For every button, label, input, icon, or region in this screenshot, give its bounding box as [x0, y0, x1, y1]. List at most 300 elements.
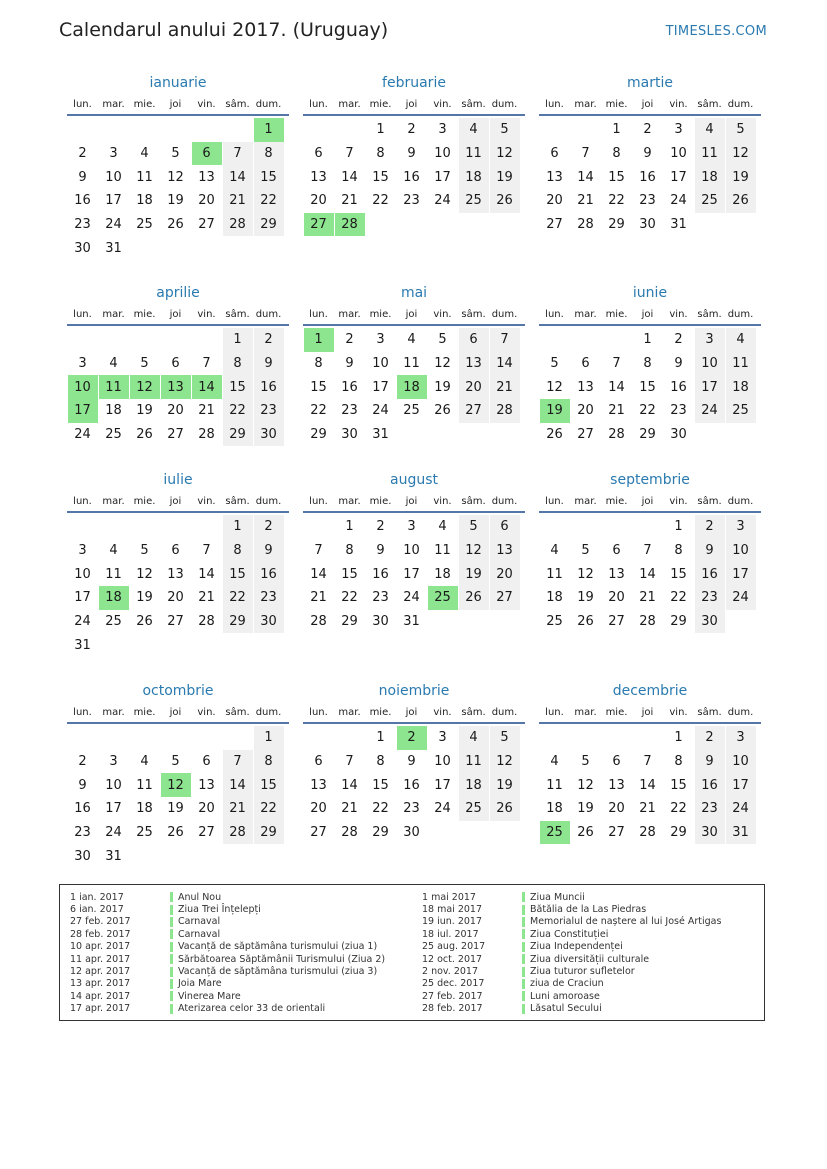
empty-cell: [192, 328, 222, 352]
day-cell: 4: [407, 332, 416, 348]
day-cell: 6: [490, 515, 520, 539]
day-cell: 21: [310, 590, 327, 606]
day-cell: 11: [434, 543, 451, 559]
day-grid: [303, 328, 525, 446]
day-cell: 20: [167, 403, 184, 419]
weekday-label: mie.: [133, 495, 156, 507]
month-martie: [539, 72, 761, 236]
holiday-day-cell: 12: [130, 375, 160, 399]
empty-cell: [571, 726, 601, 750]
day-cell: 4: [109, 543, 118, 559]
weekday-label: dum.: [727, 706, 754, 718]
day-cell: 22: [670, 801, 687, 817]
weekday-label: mar.: [102, 98, 125, 110]
day-cell: 26: [726, 189, 756, 213]
weekday-label: mie.: [605, 308, 628, 320]
empty-cell: [571, 118, 601, 142]
weekday-label: dum.: [255, 706, 282, 718]
day-cell: 4: [695, 118, 725, 142]
month-iunie: [539, 282, 761, 446]
empty-cell: [571, 515, 601, 539]
day-cell: 27: [608, 614, 625, 630]
day-cell: 16: [695, 773, 725, 797]
weekday-label: dum.: [491, 98, 518, 110]
holiday-day-cell: 1: [254, 118, 284, 142]
day-cell: 16: [254, 375, 284, 399]
weekday-label: dum.: [491, 706, 518, 718]
month-name: decembrie: [612, 683, 688, 699]
day-cell: 5: [171, 146, 180, 162]
day-cell: 19: [167, 801, 184, 817]
day-cell: 12: [167, 169, 184, 185]
day-cell: 19: [726, 165, 756, 189]
day-cell: 3: [726, 726, 756, 750]
holiday-day-cell: 19: [540, 399, 570, 423]
legend-date: 10 apr. 2017: [70, 941, 131, 953]
day-cell: 6: [202, 754, 211, 770]
day-cell: 3: [438, 730, 447, 746]
weekday-label: mie.: [369, 495, 392, 507]
weekday-label: dum.: [727, 308, 754, 320]
weekday-label: joi: [405, 495, 418, 507]
month-name: ianuarie: [149, 75, 207, 91]
weekday-label: sâm.: [461, 98, 486, 110]
day-cell: 20: [310, 193, 327, 209]
holiday-day-cell: 13: [161, 375, 191, 399]
empty-cell: [223, 118, 253, 142]
day-cell: 19: [434, 379, 451, 395]
day-cell: 23: [403, 193, 420, 209]
weekday-header: [539, 491, 761, 513]
day-cell: 22: [223, 586, 253, 610]
empty-cell: [192, 118, 222, 142]
day-cell: 26: [167, 217, 184, 233]
weekday-label: dum.: [727, 495, 754, 507]
legend-row: [422, 990, 721, 1002]
day-cell: 9: [254, 539, 284, 563]
day-cell: 17: [105, 193, 122, 209]
day-cell: 10: [726, 750, 756, 774]
day-cell: 9: [695, 539, 725, 563]
legend-color-bar: [170, 942, 173, 952]
day-cell: 4: [109, 356, 118, 372]
day-grid: [539, 515, 761, 633]
weekday-label: vin.: [669, 308, 688, 320]
day-cell: 24: [434, 801, 451, 817]
weekday-label: dum.: [255, 495, 282, 507]
weekday-label: vin.: [197, 706, 216, 718]
day-cell: 15: [639, 379, 656, 395]
day-cell: 11: [695, 142, 725, 166]
weekday-label: lun.: [73, 98, 92, 110]
day-cell: 23: [695, 797, 725, 821]
legend-date: 25 aug. 2017: [422, 941, 486, 953]
month-septembrie: [539, 469, 761, 633]
day-cell: 2: [407, 122, 416, 138]
legend-row: [70, 990, 385, 1002]
weekday-label: vin.: [433, 495, 452, 507]
day-cell: 17: [434, 777, 451, 793]
day-cell: 4: [459, 726, 489, 750]
day-cell: 21: [341, 193, 358, 209]
month-name: mai: [400, 285, 428, 301]
day-cell: 6: [612, 754, 621, 770]
weekday-label: sâm.: [697, 308, 722, 320]
weekday-label: mar.: [338, 308, 361, 320]
day-cell: 26: [136, 427, 153, 443]
month-name: august: [390, 472, 438, 488]
day-cell: 6: [171, 356, 180, 372]
day-cell: 16: [254, 562, 284, 586]
day-cell: 29: [254, 821, 284, 845]
day-cell: 27: [490, 586, 520, 610]
legend-date: 17 apr. 2017: [70, 1003, 131, 1015]
empty-cell: [223, 726, 253, 750]
day-cell: 11: [136, 169, 153, 185]
day-cell: 14: [639, 777, 656, 793]
legend-date: 18 mai 2017: [422, 904, 483, 916]
day-cell: 5: [490, 118, 520, 142]
day-cell: 17: [695, 375, 725, 399]
legend-date: 1 mai 2017: [422, 891, 476, 903]
legend-color-bar: [170, 892, 173, 902]
weekday-label: vin.: [197, 495, 216, 507]
day-cell: 2: [674, 332, 683, 348]
day-cell: 13: [198, 169, 215, 185]
weekday-label: vin.: [669, 98, 688, 110]
day-cell: 31: [105, 848, 122, 864]
weekday-label: lun.: [73, 308, 92, 320]
weekday-header: [67, 702, 289, 724]
day-cell: 31: [403, 614, 420, 630]
day-cell: 23: [695, 586, 725, 610]
legend-color-bar: [522, 929, 525, 939]
day-cell: 27: [577, 427, 594, 443]
legend-color-bar: [170, 967, 173, 977]
site-link[interactable]: TIMESLES.COM: [665, 24, 767, 39]
day-grid: [67, 328, 289, 446]
day-cell: 12: [577, 777, 594, 793]
day-cell: 22: [254, 189, 284, 213]
day-cell: 26: [136, 614, 153, 630]
day-cell: 7: [643, 754, 652, 770]
weekday-header: [539, 702, 761, 724]
day-cell: 3: [726, 515, 756, 539]
day-cell: 3: [438, 122, 447, 138]
day-cell: 18: [546, 801, 563, 817]
legend-row: [422, 978, 721, 990]
day-grid: [303, 515, 525, 633]
day-cell: 15: [670, 777, 687, 793]
day-cell: 7: [314, 543, 323, 559]
day-cell: 14: [341, 169, 358, 185]
day-cell: 22: [223, 399, 253, 423]
day-cell: 30: [403, 825, 420, 841]
day-cell: 19: [490, 773, 520, 797]
empty-cell: [99, 515, 129, 539]
day-cell: 5: [550, 356, 559, 372]
day-cell: 9: [254, 352, 284, 376]
day-cell: 7: [643, 543, 652, 559]
legend-column-right: [422, 891, 721, 1015]
day-cell: 5: [726, 118, 756, 142]
legend-row: [422, 916, 721, 928]
day-cell: 7: [581, 146, 590, 162]
day-cell: 11: [459, 750, 489, 774]
day-cell: 14: [310, 566, 327, 582]
day-cell: 27: [608, 825, 625, 841]
legend-holiday-name: Ziua Muncii: [530, 891, 585, 903]
legend-color-bar: [170, 954, 173, 964]
day-cell: 13: [167, 566, 184, 582]
day-cell: 8: [223, 539, 253, 563]
day-cell: 20: [608, 801, 625, 817]
weekday-label: lun.: [73, 495, 92, 507]
weekday-label: lun.: [545, 98, 564, 110]
day-grid: [303, 726, 525, 844]
weekday-header: [67, 491, 289, 513]
empty-cell: [130, 328, 160, 352]
day-grid: [539, 118, 761, 236]
legend-holiday-name: Lăsatul Secului: [530, 1003, 602, 1015]
weekday-label: joi: [641, 308, 654, 320]
day-cell: 11: [403, 356, 420, 372]
legend-color-bar: [170, 905, 173, 915]
day-cell: 9: [376, 543, 385, 559]
month-name: iunie: [632, 285, 668, 301]
day-cell: 3: [109, 754, 118, 770]
day-cell: 8: [376, 754, 385, 770]
legend-row: [70, 941, 385, 953]
day-cell: 23: [254, 399, 284, 423]
weekday-label: mie.: [369, 98, 392, 110]
day-cell: 1: [376, 122, 385, 138]
legend-row: [70, 1003, 385, 1015]
day-cell: 2: [78, 754, 87, 770]
day-cell: 9: [674, 356, 683, 372]
day-cell: 16: [74, 193, 91, 209]
month-name: iulie: [163, 472, 193, 488]
day-cell: 4: [140, 754, 149, 770]
month-name: martie: [627, 75, 673, 91]
weekday-label: vin.: [433, 308, 452, 320]
weekday-label: dum.: [255, 98, 282, 110]
weekday-label: sâm.: [461, 308, 486, 320]
day-cell: 13: [608, 777, 625, 793]
legend-holiday-name: Memorialul de naștere al lui José Artigas: [530, 916, 722, 928]
empty-cell: [602, 726, 632, 750]
weekday-label: mar.: [102, 495, 125, 507]
day-cell: 2: [376, 519, 385, 535]
day-cell: 21: [577, 193, 594, 209]
day-cell: 4: [459, 118, 489, 142]
day-cell: 10: [434, 146, 451, 162]
day-cell: 29: [639, 427, 656, 443]
day-cell: 15: [372, 777, 389, 793]
day-cell: 15: [254, 165, 284, 189]
day-cell: 25: [459, 797, 489, 821]
legend-color-bar: [170, 979, 173, 989]
day-cell: 28: [608, 427, 625, 443]
day-cell: 20: [546, 193, 563, 209]
day-cell: 23: [670, 403, 687, 419]
weekday-label: mie.: [133, 98, 156, 110]
day-cell: 20: [608, 590, 625, 606]
day-cell: 10: [434, 754, 451, 770]
day-cell: 8: [674, 543, 683, 559]
day-cell: 9: [407, 754, 416, 770]
day-cell: 4: [438, 519, 447, 535]
day-cell: 26: [577, 614, 594, 630]
weekday-label: joi: [169, 98, 182, 110]
day-cell: 31: [74, 637, 91, 653]
day-cell: 30: [74, 240, 91, 256]
weekday-label: sâm.: [697, 495, 722, 507]
legend-row: [422, 953, 721, 965]
day-cell: 15: [372, 169, 389, 185]
empty-cell: [68, 515, 98, 539]
legend-row: [70, 965, 385, 977]
day-cell: 18: [105, 403, 122, 419]
weekday-label: dum.: [491, 495, 518, 507]
legend-color-bar: [522, 954, 525, 964]
day-cell: 28: [341, 825, 358, 841]
day-cell: 27: [310, 825, 327, 841]
legend-row: [70, 916, 385, 928]
day-cell: 19: [136, 403, 153, 419]
day-cell: 26: [577, 825, 594, 841]
legend-row: [70, 903, 385, 915]
day-cell: 28: [198, 427, 215, 443]
legend-color-bar: [522, 917, 525, 927]
weekday-label: vin.: [197, 98, 216, 110]
legend-date: 27 feb. 2017: [422, 990, 483, 1002]
day-cell: 8: [254, 142, 284, 166]
day-cell: 26: [459, 586, 489, 610]
day-cell: 24: [403, 590, 420, 606]
day-cell: 1: [643, 332, 652, 348]
day-cell: 11: [546, 566, 563, 582]
day-cell: 12: [434, 356, 451, 372]
day-cell: 1: [254, 726, 284, 750]
weekday-label: sâm.: [697, 98, 722, 110]
holiday-day-cell: 17: [68, 399, 98, 423]
weekday-label: dum.: [491, 308, 518, 320]
day-cell: 14: [198, 566, 215, 582]
day-cell: 22: [254, 797, 284, 821]
day-cell: 3: [376, 332, 385, 348]
legend-holiday-name: Vinerea Mare: [178, 990, 241, 1002]
day-cell: 27: [167, 614, 184, 630]
day-cell: 3: [78, 356, 87, 372]
weekday-label: sâm.: [225, 706, 250, 718]
legend-color-bar: [522, 991, 525, 1001]
legend-holiday-name: Carnaval: [178, 916, 221, 928]
day-cell: 25: [136, 217, 153, 233]
weekday-label: mar.: [338, 495, 361, 507]
weekday-label: mar.: [574, 706, 597, 718]
day-cell: 6: [171, 543, 180, 559]
day-cell: 30: [695, 610, 725, 634]
day-cell: 5: [490, 726, 520, 750]
weekday-label: vin.: [433, 706, 452, 718]
day-cell: 14: [577, 169, 594, 185]
day-grid: [539, 726, 761, 844]
day-cell: 17: [403, 566, 420, 582]
day-cell: 24: [434, 193, 451, 209]
weekday-label: joi: [169, 495, 182, 507]
day-cell: 30: [254, 423, 284, 447]
day-cell: 22: [372, 193, 389, 209]
legend-color-bar: [522, 979, 525, 989]
day-cell: 17: [726, 773, 756, 797]
empty-cell: [161, 328, 191, 352]
legend-date: 18 iul. 2017: [422, 928, 479, 940]
day-cell: 20: [577, 403, 594, 419]
legend-row: [70, 978, 385, 990]
month-decembrie: [539, 680, 761, 844]
day-cell: 29: [670, 614, 687, 630]
day-cell: 18: [726, 375, 756, 399]
day-cell: 7: [223, 142, 253, 166]
day-cell: 24: [670, 193, 687, 209]
day-cell: 30: [74, 848, 91, 864]
day-cell: 26: [490, 797, 520, 821]
day-cell: 27: [167, 427, 184, 443]
day-cell: 9: [78, 777, 87, 793]
legend-date: 2 nov. 2017: [422, 966, 478, 978]
legend-row: [70, 928, 385, 940]
day-grid: [539, 328, 761, 446]
day-cell: 23: [639, 193, 656, 209]
month-name: februarie: [382, 75, 446, 91]
day-cell: 28: [490, 399, 520, 423]
weekday-header: [539, 94, 761, 116]
day-cell: 15: [670, 566, 687, 582]
day-cell: 13: [310, 777, 327, 793]
day-cell: 14: [490, 352, 520, 376]
weekday-label: joi: [405, 706, 418, 718]
day-cell: 19: [577, 590, 594, 606]
day-cell: 17: [670, 169, 687, 185]
day-cell: 8: [345, 543, 354, 559]
day-cell: 13: [608, 566, 625, 582]
day-cell: 22: [670, 590, 687, 606]
legend-column-left: [70, 891, 385, 1015]
day-cell: 7: [223, 750, 253, 774]
empty-cell: [602, 328, 632, 352]
weekday-label: lun.: [309, 98, 328, 110]
day-cell: 21: [198, 403, 215, 419]
day-cell: 8: [314, 356, 323, 372]
day-cell: 29: [310, 427, 327, 443]
day-cell: 25: [136, 825, 153, 841]
holiday-day-cell: 18: [99, 586, 129, 610]
weekday-label: lun.: [309, 495, 328, 507]
day-cell: 16: [695, 562, 725, 586]
empty-cell: [540, 328, 570, 352]
day-cell: 7: [202, 543, 211, 559]
day-cell: 3: [407, 519, 416, 535]
day-cell: 12: [459, 539, 489, 563]
weekday-label: mie.: [369, 706, 392, 718]
day-cell: 14: [639, 566, 656, 582]
legend-color-bar: [522, 942, 525, 952]
day-cell: 7: [345, 146, 354, 162]
weekday-label: lun.: [309, 706, 328, 718]
day-cell: 13: [310, 169, 327, 185]
legend-color-bar: [522, 892, 525, 902]
